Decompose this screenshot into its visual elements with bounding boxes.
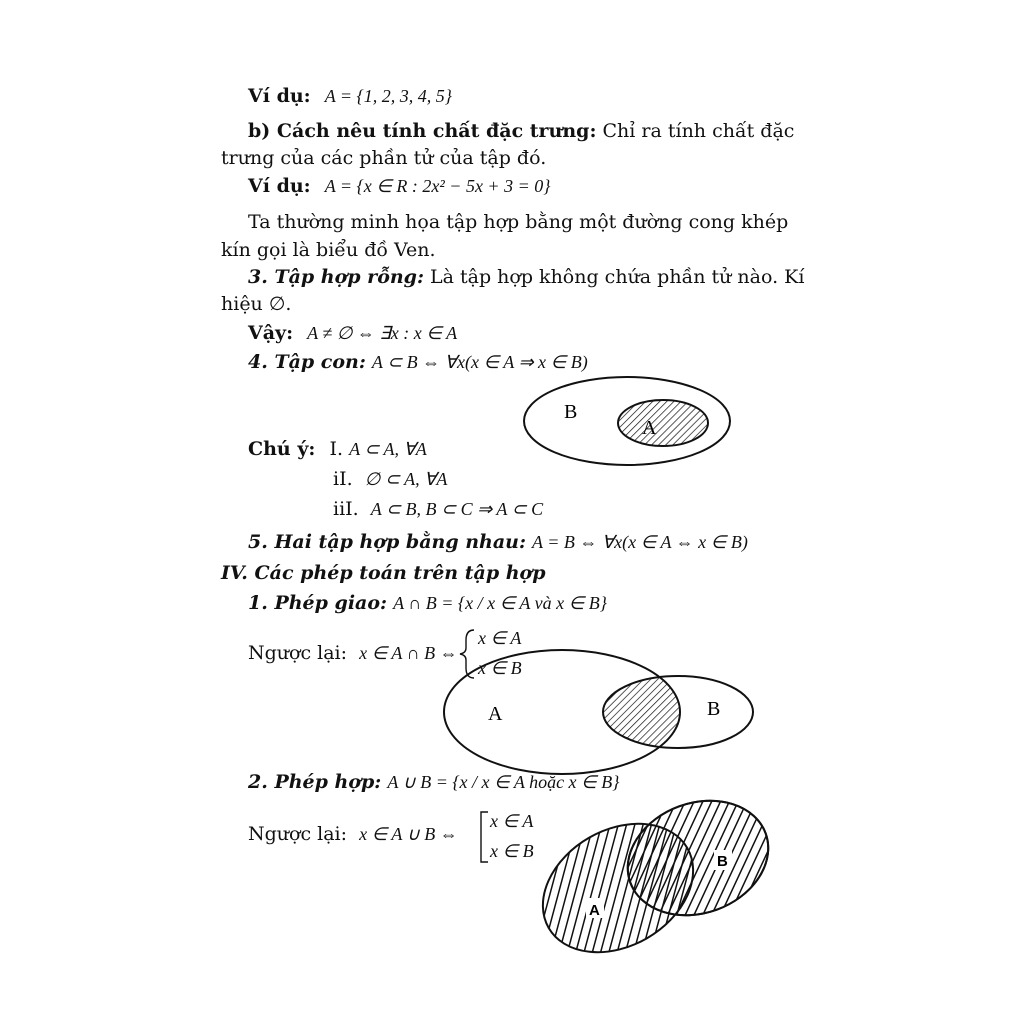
union-venn-diagram	[520, 782, 785, 979]
set-a-label: A	[642, 417, 657, 439]
converse-formula: x ∈ A ∩ B ⇔	[359, 643, 458, 663]
note-formula: A ⊂ B, B ⊂ C ⇒ A ⊂ C	[370, 499, 544, 519]
set-b-label: B	[564, 401, 578, 423]
equal-sets-formula: A = B ⇔ ∀x(x ∈ A ⇔ x ∈ B)	[532, 532, 748, 552]
converse-label: Ngược lại:	[248, 642, 348, 664]
subset-formula: A ⊂ B ⇔ ∀x(x ∈ A ⇒ x ∈ B)	[371, 352, 588, 372]
union-list-line-1: x ∈ A	[490, 811, 534, 831]
set-a-ellipse	[618, 400, 708, 446]
intersection-venn-diagram	[444, 650, 753, 774]
nonempty-formula: A ≠ ∅ ⇔ ∃x : x ∈ A	[307, 323, 458, 343]
section-heading: IV. Các phép toán trên tập hợp	[221, 562, 546, 584]
set-b-label: B	[717, 853, 728, 870]
note-label: Chú ý:	[248, 438, 316, 460]
set-b-label: B	[707, 698, 721, 720]
empty-set-text-cont: hiệu ∅.	[221, 293, 292, 315]
example-label: Ví dụ:	[248, 175, 311, 197]
example-label: Ví dụ:	[248, 85, 311, 107]
note-formula: ∅ ⊂ A, ∀A	[364, 469, 448, 489]
set-roster-formula: A = {1, 2, 3, 4, 5}	[324, 86, 452, 106]
union-list-line-2: x ∈ B	[490, 841, 534, 861]
venn-description-cont: kín gọi là biểu đồ Ven.	[221, 239, 436, 261]
note-number: I.	[329, 438, 344, 460]
system-line-1: x ∈ A	[478, 628, 522, 648]
set-a-label: A	[488, 703, 503, 725]
method-b-text: Chỉ ra tính chất đặc	[602, 120, 795, 142]
system-line-2: x ∈ B	[478, 658, 522, 678]
converse-formula: x ∈ A ∪ B ⇔	[359, 824, 458, 844]
bracket-icon	[481, 812, 488, 862]
intersection-title: 1. Phép giao:	[248, 592, 388, 614]
converse-label: Ngược lại:	[248, 823, 348, 845]
subset-title: 4. Tập con:	[248, 351, 366, 373]
set-property-formula: A = {x ∈ R : 2x² − 5x + 3 = 0}	[324, 176, 551, 196]
equal-sets-title: 5. Hai tập hợp bằng nhau:	[248, 531, 526, 553]
empty-set-title: 3. Tập hợp rỗng:	[248, 266, 424, 288]
note-number: iI.	[333, 468, 353, 490]
subset-venn-diagram	[524, 377, 730, 465]
conclusion-label: Vậy:	[248, 322, 294, 344]
method-b-title: b) Cách nêu tính chất đặc trưng:	[248, 120, 597, 142]
intersection-formula: A ∩ B = {x / x ∈ A và x ∈ B}	[393, 593, 607, 613]
note-number: iiI.	[333, 498, 359, 520]
method-b-text-cont: trưng của các phần tử của tập đó.	[221, 147, 547, 169]
empty-set-text: Là tập hợp không chứa phần tử nào. Kí	[430, 266, 805, 288]
set-a-label: A	[589, 902, 600, 919]
union-title: 2. Phép hợp:	[248, 771, 382, 793]
venn-description: Ta thường minh họa tập hợp bằng một đường cong khép	[248, 211, 789, 233]
union-formula: A ∪ B = {x / x ∈ A hoặc x ∈ B}	[387, 772, 620, 792]
note-formula: A ⊂ A, ∀A	[349, 439, 427, 459]
